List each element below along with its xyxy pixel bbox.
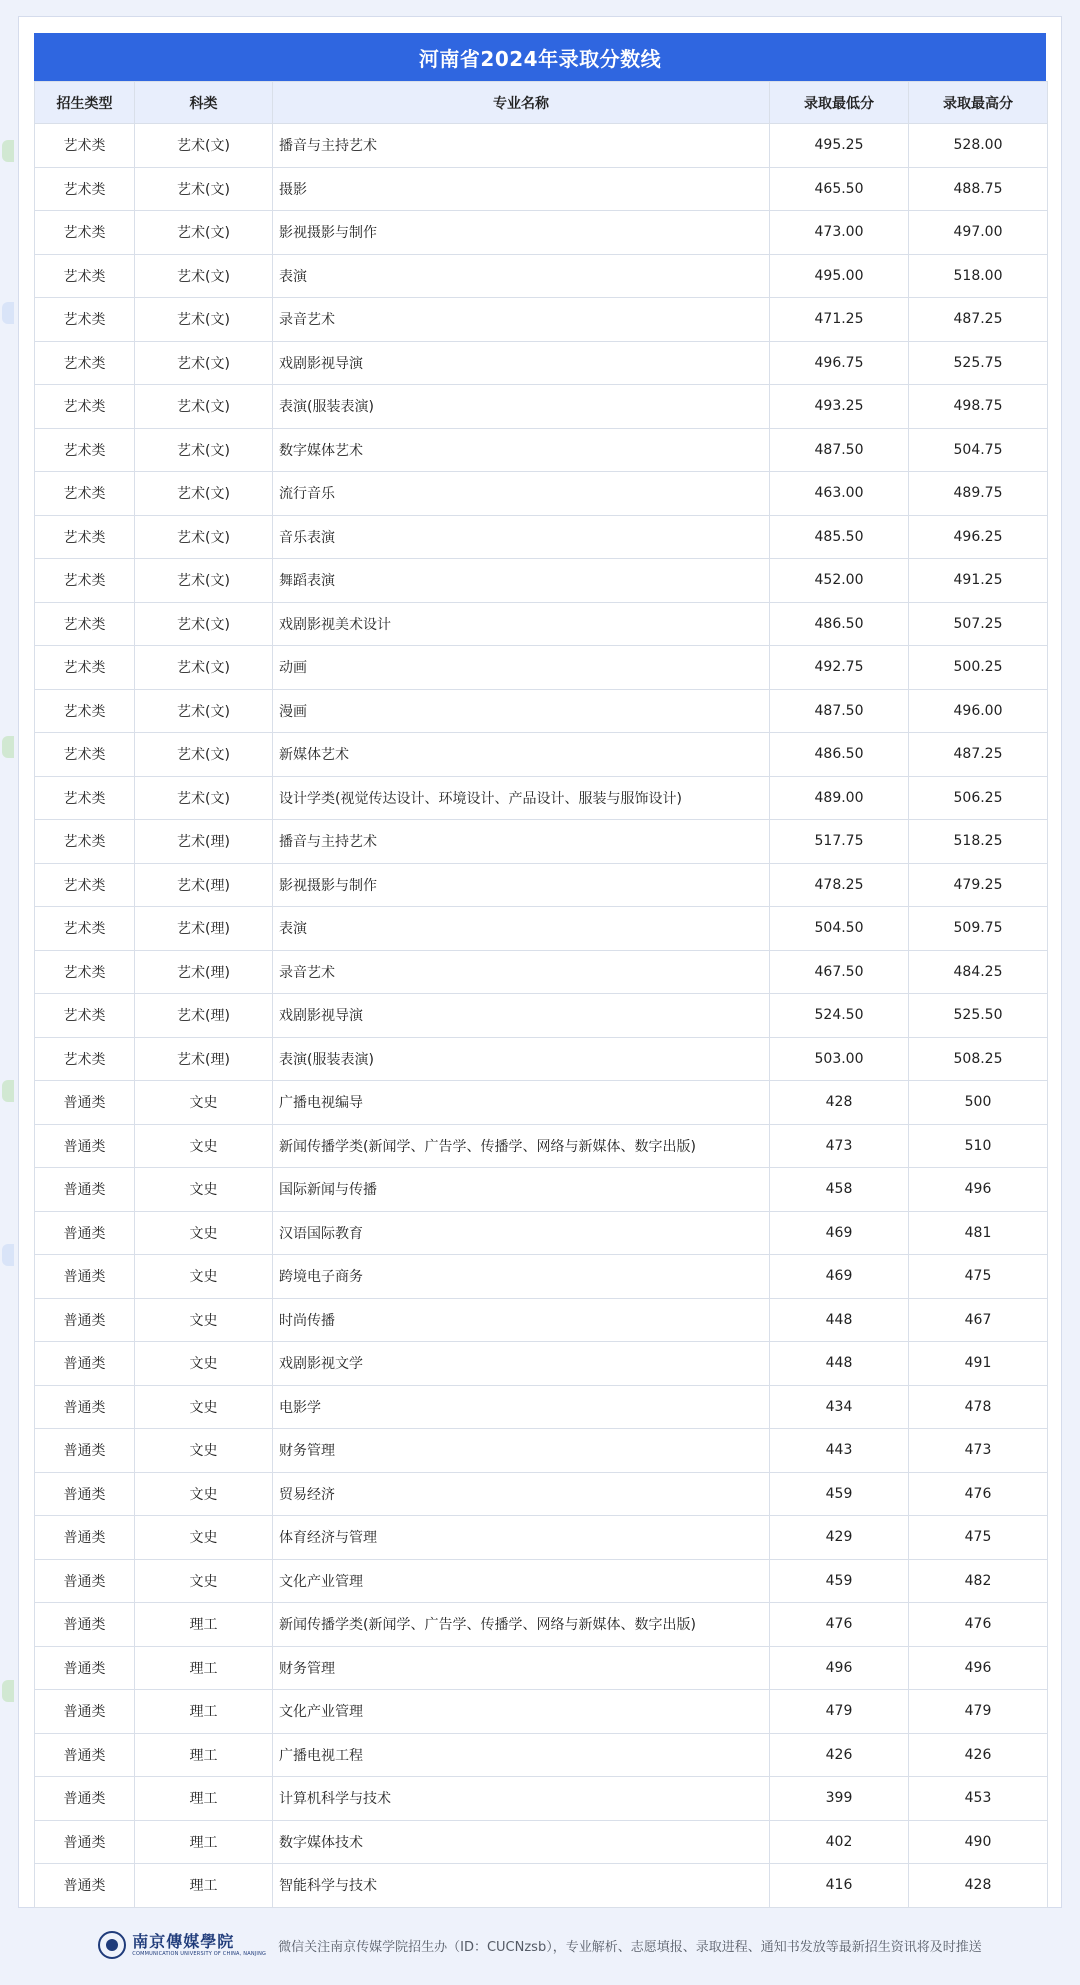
- cell-major-name: 摄影: [273, 167, 770, 211]
- cell-max-score: 489.75: [909, 472, 1048, 516]
- cell-category: 艺术(文): [135, 341, 273, 385]
- cell-major-name: 贸易经济: [273, 1472, 770, 1516]
- cell-max-score: 484.25: [909, 950, 1048, 994]
- cell-admission-type: 普通类: [35, 1124, 135, 1168]
- table-row: [35, 1777, 1048, 1821]
- cell-max-score: 453: [909, 1777, 1048, 1821]
- cell-min-score: 496.75: [770, 341, 909, 385]
- cell-category: 艺术(文): [135, 167, 273, 211]
- cell-min-score: 495.25: [770, 124, 909, 168]
- cell-major-name: 戏剧影视文学: [273, 1342, 770, 1386]
- cell-admission-type: 艺术类: [35, 863, 135, 907]
- cell-major-name: 动画: [273, 646, 770, 690]
- cell-major-name: 音乐表演: [273, 515, 770, 559]
- university-logo: [98, 1931, 266, 1959]
- cell-admission-type: 普通类: [35, 1690, 135, 1734]
- cell-major-name: 录音艺术: [273, 950, 770, 994]
- cell-category: 文史: [135, 1081, 273, 1125]
- cell-admission-type: 普通类: [35, 1733, 135, 1777]
- cell-category: 艺术(文): [135, 298, 273, 342]
- table-row: [35, 1211, 1048, 1255]
- cell-max-score: 479: [909, 1690, 1048, 1734]
- side-decoration: [2, 1080, 14, 1102]
- cell-min-score: 471.25: [770, 298, 909, 342]
- table-row: [35, 1342, 1048, 1386]
- cell-min-score: 429: [770, 1516, 909, 1560]
- table-row: [35, 385, 1048, 429]
- cell-max-score: 496: [909, 1168, 1048, 1212]
- cell-admission-type: 艺术类: [35, 776, 135, 820]
- cell-major-name: 表演(服装表演): [273, 385, 770, 429]
- cell-max-score: 506.25: [909, 776, 1048, 820]
- cell-major-name: 播音与主持艺术: [273, 820, 770, 864]
- table-row: [35, 994, 1048, 1038]
- cell-min-score: 458: [770, 1168, 909, 1212]
- cell-major-name: 财务管理: [273, 1429, 770, 1473]
- cell-max-score: 508.25: [909, 1037, 1048, 1081]
- table-row: [35, 1864, 1048, 1908]
- university-seal-icon: [98, 1931, 126, 1959]
- cell-admission-type: 艺术类: [35, 950, 135, 994]
- logo-english-name: COMMUNICATION UNIVERSITY OF CHINA, NANJING: [132, 1951, 267, 1957]
- cell-admission-type: 艺术类: [35, 341, 135, 385]
- cell-max-score: 528.00: [909, 124, 1048, 168]
- cell-max-score: 487.25: [909, 298, 1048, 342]
- cell-category: 艺术(文): [135, 515, 273, 559]
- cell-admission-type: 艺术类: [35, 298, 135, 342]
- table-row: [35, 907, 1048, 951]
- cell-major-name: 影视摄影与制作: [273, 863, 770, 907]
- cell-min-score: 485.50: [770, 515, 909, 559]
- table-row: [35, 1298, 1048, 1342]
- cell-min-score: 426: [770, 1733, 909, 1777]
- cell-admission-type: 艺术类: [35, 733, 135, 777]
- cell-category: 理工: [135, 1820, 273, 1864]
- cell-category: 艺术(文): [135, 776, 273, 820]
- cell-max-score: 518.25: [909, 820, 1048, 864]
- cell-admission-type: 普通类: [35, 1777, 135, 1821]
- cell-category: 艺术(理): [135, 820, 273, 864]
- cell-admission-type: 普通类: [35, 1429, 135, 1473]
- table-row: [35, 1037, 1048, 1081]
- table-body: [35, 124, 1048, 1908]
- cell-min-score: 486.50: [770, 602, 909, 646]
- admission-score-table: [34, 81, 1048, 1908]
- cell-admission-type: 艺术类: [35, 907, 135, 951]
- cell-category: 文史: [135, 1516, 273, 1560]
- cell-admission-type: 艺术类: [35, 559, 135, 603]
- header-category: 科类: [135, 82, 273, 124]
- table-row: [35, 559, 1048, 603]
- cell-min-score: 504.50: [770, 907, 909, 951]
- cell-major-name: 新闻传播学类(新闻学、广告学、传播学、网络与新媒体、数字出版): [273, 1124, 770, 1168]
- cell-min-score: 487.50: [770, 689, 909, 733]
- cell-category: 艺术(文): [135, 385, 273, 429]
- cell-admission-type: 艺术类: [35, 820, 135, 864]
- cell-admission-type: 普通类: [35, 1603, 135, 1647]
- cell-min-score: 399: [770, 1777, 909, 1821]
- cell-admission-type: 艺术类: [35, 994, 135, 1038]
- cell-admission-type: 艺术类: [35, 254, 135, 298]
- table-row: [35, 689, 1048, 733]
- cell-major-name: 舞蹈表演: [273, 559, 770, 603]
- cell-max-score: 426: [909, 1733, 1048, 1777]
- header-min-score: 录取最低分: [770, 82, 909, 124]
- table-row: [35, 1472, 1048, 1516]
- cell-major-name: 跨境电子商务: [273, 1255, 770, 1299]
- cell-min-score: 473: [770, 1124, 909, 1168]
- cell-category: 文史: [135, 1472, 273, 1516]
- cell-min-score: 473.00: [770, 211, 909, 255]
- cell-admission-type: 艺术类: [35, 515, 135, 559]
- cell-admission-type: 普通类: [35, 1820, 135, 1864]
- cell-max-score: 507.25: [909, 602, 1048, 646]
- cell-major-name: 戏剧影视导演: [273, 994, 770, 1038]
- cell-category: 艺术(文): [135, 254, 273, 298]
- cell-admission-type: 普通类: [35, 1168, 135, 1212]
- cell-max-score: 476: [909, 1603, 1048, 1647]
- cell-max-score: 475: [909, 1255, 1048, 1299]
- cell-major-name: 体育经济与管理: [273, 1516, 770, 1560]
- cell-admission-type: 普通类: [35, 1559, 135, 1603]
- side-decoration: [2, 140, 14, 162]
- cell-min-score: 495.00: [770, 254, 909, 298]
- cell-max-score: 479.25: [909, 863, 1048, 907]
- cell-category: 文史: [135, 1559, 273, 1603]
- cell-max-score: 500.25: [909, 646, 1048, 690]
- cell-category: 文史: [135, 1255, 273, 1299]
- cell-major-name: 新闻传播学类(新闻学、广告学、传播学、网络与新媒体、数字出版): [273, 1603, 770, 1647]
- table-row: [35, 341, 1048, 385]
- cell-max-score: 475: [909, 1516, 1048, 1560]
- table-row: [35, 1124, 1048, 1168]
- cell-category: 艺术(理): [135, 994, 273, 1038]
- cell-major-name: 广播电视编导: [273, 1081, 770, 1125]
- cell-category: 文史: [135, 1385, 273, 1429]
- cell-max-score: 498.75: [909, 385, 1048, 429]
- cell-max-score: 510: [909, 1124, 1048, 1168]
- cell-max-score: 487.25: [909, 733, 1048, 777]
- cell-major-name: 表演(服装表演): [273, 1037, 770, 1081]
- table-row: [35, 254, 1048, 298]
- footer-text: 微信关注南京传媒学院招生办（ID：CUCNzsb），专业解析、志愿填报、录取进程、通知书发放等最新招生资讯将及时推送: [278, 1939, 982, 1955]
- cell-major-name: 智能科学与技术: [273, 1864, 770, 1908]
- cell-category: 艺术(文): [135, 472, 273, 516]
- cell-category: 文史: [135, 1211, 273, 1255]
- cell-admission-type: 普通类: [35, 1646, 135, 1690]
- cell-max-score: 504.75: [909, 428, 1048, 472]
- table-row: [35, 428, 1048, 472]
- table-row: [35, 1820, 1048, 1864]
- cell-category: 艺术(文): [135, 602, 273, 646]
- side-decoration: [2, 736, 14, 758]
- cell-min-score: 478.25: [770, 863, 909, 907]
- cell-category: 艺术(理): [135, 1037, 273, 1081]
- cell-max-score: 525.75: [909, 341, 1048, 385]
- logo-name: 南京傳媒學院: [132, 1932, 235, 1951]
- cell-min-score: 493.25: [770, 385, 909, 429]
- cell-admission-type: 普通类: [35, 1864, 135, 1908]
- cell-min-score: 479: [770, 1690, 909, 1734]
- cell-max-score: 509.75: [909, 907, 1048, 951]
- cell-major-name: 流行音乐: [273, 472, 770, 516]
- cell-category: 艺术(理): [135, 863, 273, 907]
- cell-major-name: 设计学类(视觉传达设计、环境设计、产品设计、服装与服饰设计): [273, 776, 770, 820]
- cell-max-score: 490: [909, 1820, 1048, 1864]
- cell-min-score: 452.00: [770, 559, 909, 603]
- table-row: [35, 1081, 1048, 1125]
- cell-min-score: 524.50: [770, 994, 909, 1038]
- cell-min-score: 443: [770, 1429, 909, 1473]
- cell-admission-type: 艺术类: [35, 602, 135, 646]
- cell-major-name: 表演: [273, 254, 770, 298]
- side-decoration: [2, 1244, 14, 1266]
- cell-max-score: 491: [909, 1342, 1048, 1386]
- table-row: [35, 863, 1048, 907]
- cell-min-score: 492.75: [770, 646, 909, 690]
- cell-category: 艺术(文): [135, 124, 273, 168]
- table-row: [35, 472, 1048, 516]
- cell-max-score: 500: [909, 1081, 1048, 1125]
- cell-admission-type: 普通类: [35, 1255, 135, 1299]
- cell-category: 艺术(理): [135, 950, 273, 994]
- table-row: [35, 1603, 1048, 1647]
- cell-min-score: 463.00: [770, 472, 909, 516]
- cell-admission-type: 普通类: [35, 1298, 135, 1342]
- cell-major-name: 广播电视工程: [273, 1733, 770, 1777]
- cell-admission-type: 艺术类: [35, 472, 135, 516]
- cell-category: 艺术(文): [135, 211, 273, 255]
- cell-admission-type: 普通类: [35, 1516, 135, 1560]
- table-row: [35, 776, 1048, 820]
- cell-category: 艺术(文): [135, 559, 273, 603]
- cell-major-name: 播音与主持艺术: [273, 124, 770, 168]
- table-row: [35, 1255, 1048, 1299]
- cell-category: 艺术(文): [135, 428, 273, 472]
- cell-admission-type: 普通类: [35, 1211, 135, 1255]
- cell-min-score: 486.50: [770, 733, 909, 777]
- header-major-name: 专业名称: [273, 82, 770, 124]
- cell-max-score: 428: [909, 1864, 1048, 1908]
- cell-category: 理工: [135, 1690, 273, 1734]
- cell-major-name: 漫画: [273, 689, 770, 733]
- cell-admission-type: 艺术类: [35, 646, 135, 690]
- cell-admission-type: 艺术类: [35, 385, 135, 429]
- cell-major-name: 文化产业管理: [273, 1559, 770, 1603]
- cell-category: 艺术(文): [135, 689, 273, 733]
- cell-max-score: 496.00: [909, 689, 1048, 733]
- table-row: [35, 1429, 1048, 1473]
- cell-major-name: 文化产业管理: [273, 1690, 770, 1734]
- table-row: [35, 733, 1048, 777]
- header-max-score: 录取最高分: [909, 82, 1048, 124]
- cell-category: 文史: [135, 1168, 273, 1212]
- cell-category: 文史: [135, 1298, 273, 1342]
- cell-admission-type: 艺术类: [35, 124, 135, 168]
- cell-category: 理工: [135, 1864, 273, 1908]
- cell-min-score: 469: [770, 1255, 909, 1299]
- cell-min-score: 503.00: [770, 1037, 909, 1081]
- cell-min-score: 434: [770, 1385, 909, 1429]
- cell-max-score: 488.75: [909, 167, 1048, 211]
- cell-max-score: 491.25: [909, 559, 1048, 603]
- cell-admission-type: 艺术类: [35, 211, 135, 255]
- cell-major-name: 财务管理: [273, 1646, 770, 1690]
- cell-admission-type: 艺术类: [35, 428, 135, 472]
- cell-category: 理工: [135, 1777, 273, 1821]
- table-row: [35, 820, 1048, 864]
- table-row: [35, 1690, 1048, 1734]
- cell-category: 理工: [135, 1733, 273, 1777]
- cell-major-name: 数字媒体艺术: [273, 428, 770, 472]
- cell-major-name: 表演: [273, 907, 770, 951]
- cell-max-score: 481: [909, 1211, 1048, 1255]
- cell-min-score: 517.75: [770, 820, 909, 864]
- cell-category: 艺术(文): [135, 733, 273, 777]
- cell-max-score: 525.50: [909, 994, 1048, 1038]
- cell-min-score: 487.50: [770, 428, 909, 472]
- footer: [0, 1925, 1080, 1965]
- cell-min-score: 448: [770, 1342, 909, 1386]
- cell-major-name: 新媒体艺术: [273, 733, 770, 777]
- cell-min-score: 489.00: [770, 776, 909, 820]
- cell-min-score: 428: [770, 1081, 909, 1125]
- side-decoration: [2, 1680, 14, 1702]
- cell-major-name: 国际新闻与传播: [273, 1168, 770, 1212]
- table-row: [35, 167, 1048, 211]
- cell-admission-type: 普通类: [35, 1385, 135, 1429]
- cell-min-score: 459: [770, 1559, 909, 1603]
- table-row: [35, 124, 1048, 168]
- cell-admission-type: 普通类: [35, 1342, 135, 1386]
- cell-major-name: 汉语国际教育: [273, 1211, 770, 1255]
- cell-major-name: 录音艺术: [273, 298, 770, 342]
- score-card: [18, 16, 1062, 1908]
- cell-major-name: 时尚传播: [273, 1298, 770, 1342]
- cell-category: 理工: [135, 1646, 273, 1690]
- cell-min-score: 459: [770, 1472, 909, 1516]
- cell-admission-type: 普通类: [35, 1081, 135, 1125]
- cell-max-score: 496.25: [909, 515, 1048, 559]
- cell-category: 艺术(文): [135, 646, 273, 690]
- cell-major-name: 戏剧影视导演: [273, 341, 770, 385]
- table-row: [35, 646, 1048, 690]
- table-row: [35, 1559, 1048, 1603]
- cell-min-score: 496: [770, 1646, 909, 1690]
- cell-category: 文史: [135, 1429, 273, 1473]
- table-row: [35, 1385, 1048, 1429]
- table-row: [35, 211, 1048, 255]
- cell-major-name: 数字媒体技术: [273, 1820, 770, 1864]
- table-row: [35, 1516, 1048, 1560]
- table-header-row: [35, 82, 1048, 124]
- header-admission-type: 招生类型: [35, 82, 135, 124]
- cell-min-score: 467.50: [770, 950, 909, 994]
- cell-min-score: 448: [770, 1298, 909, 1342]
- cell-admission-type: 艺术类: [35, 1037, 135, 1081]
- page-title: 河南省2024年录取分数线: [34, 33, 1046, 81]
- cell-major-name: 戏剧影视美术设计: [273, 602, 770, 646]
- cell-min-score: 416: [770, 1864, 909, 1908]
- table-row: [35, 1168, 1048, 1212]
- cell-category: 文史: [135, 1342, 273, 1386]
- cell-max-score: 476: [909, 1472, 1048, 1516]
- cell-min-score: 402: [770, 1820, 909, 1864]
- cell-category: 艺术(理): [135, 907, 273, 951]
- table-row: [35, 602, 1048, 646]
- cell-max-score: 482: [909, 1559, 1048, 1603]
- cell-max-score: 473: [909, 1429, 1048, 1473]
- cell-min-score: 476: [770, 1603, 909, 1647]
- cell-max-score: 518.00: [909, 254, 1048, 298]
- table-row: [35, 515, 1048, 559]
- cell-min-score: 469: [770, 1211, 909, 1255]
- cell-major-name: 电影学: [273, 1385, 770, 1429]
- cell-major-name: 影视摄影与制作: [273, 211, 770, 255]
- cell-max-score: 496: [909, 1646, 1048, 1690]
- cell-admission-type: 艺术类: [35, 689, 135, 733]
- side-decoration: [2, 302, 14, 324]
- cell-major-name: 计算机科学与技术: [273, 1777, 770, 1821]
- cell-max-score: 467: [909, 1298, 1048, 1342]
- cell-category: 文史: [135, 1124, 273, 1168]
- table-row: [35, 1646, 1048, 1690]
- cell-admission-type: 普通类: [35, 1472, 135, 1516]
- cell-max-score: 497.00: [909, 211, 1048, 255]
- cell-category: 理工: [135, 1603, 273, 1647]
- cell-max-score: 478: [909, 1385, 1048, 1429]
- cell-admission-type: 艺术类: [35, 167, 135, 211]
- table-row: [35, 1733, 1048, 1777]
- table-row: [35, 298, 1048, 342]
- cell-min-score: 465.50: [770, 167, 909, 211]
- table-row: [35, 950, 1048, 994]
